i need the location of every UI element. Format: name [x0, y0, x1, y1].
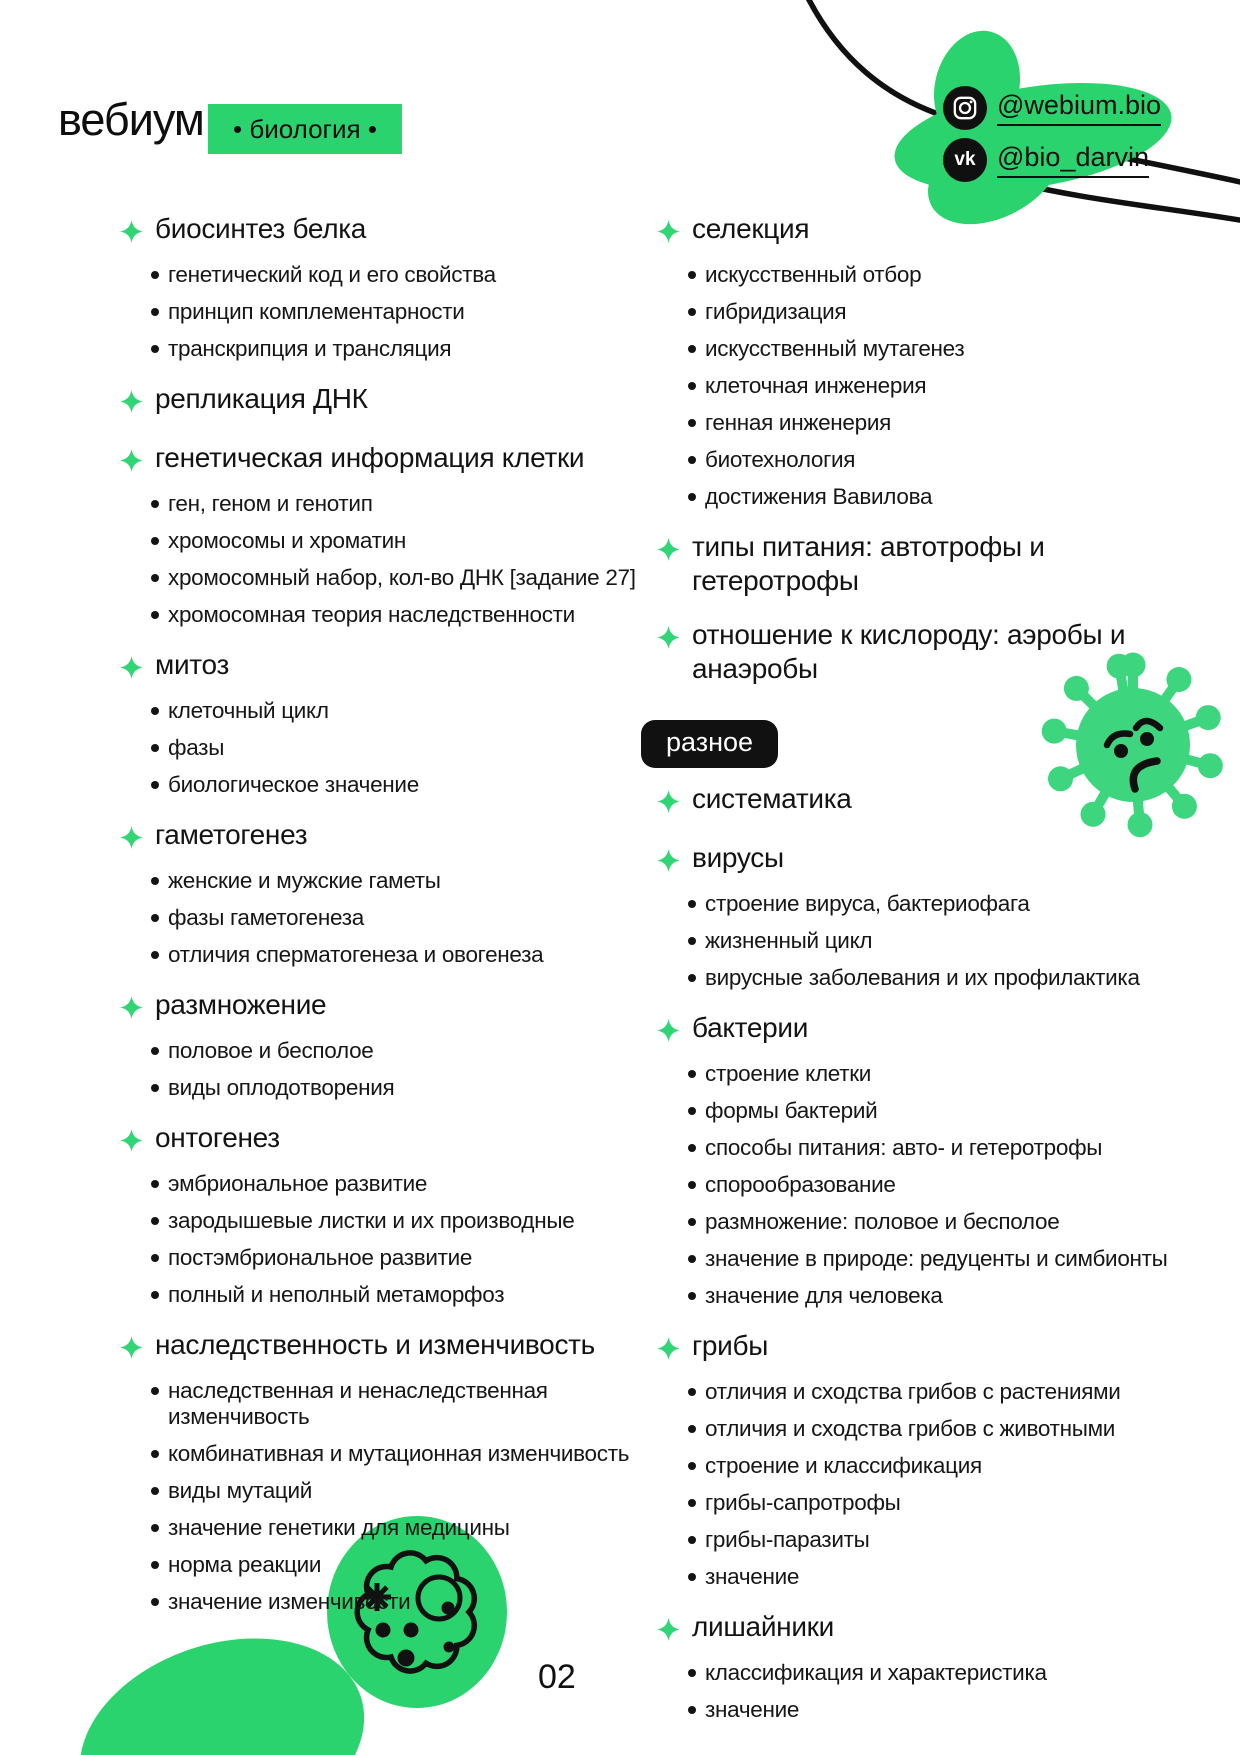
- topic-title: лишайники: [692, 1611, 834, 1642]
- bullet-dot-icon: [151, 1487, 159, 1495]
- topic-section: [100, 648, 645, 798]
- subtopic-item: [637, 1527, 1217, 1553]
- subtopic-item: [637, 965, 1217, 991]
- topic-title: митоз: [155, 649, 229, 680]
- topic-title: грибы: [692, 1330, 769, 1361]
- bullet-dot-icon: [151, 1084, 159, 1092]
- subtopic-label: значение: [705, 1564, 800, 1589]
- subtopic-item: [637, 336, 1217, 362]
- subtopic-item: [637, 262, 1217, 288]
- subtopic-label: постэмбриональное развитие: [168, 1245, 473, 1270]
- subtopic-item: [100, 1075, 645, 1101]
- topic-section: [100, 382, 645, 421]
- topic-title: размножение: [155, 989, 327, 1020]
- bullet-dot-icon: [151, 1524, 159, 1532]
- subtopic-label: жизненный цикл: [705, 928, 873, 953]
- bullet-dot-icon: [151, 1450, 159, 1458]
- subtopic-label: вирусные заболевания и их профилактика: [705, 965, 1140, 990]
- subtopic-label: гибридизация: [705, 299, 847, 324]
- bullet-dot-icon: [151, 574, 159, 582]
- sparkle-bullet-icon: [657, 1334, 680, 1368]
- bullet-dot-icon: [688, 937, 696, 945]
- subtopic-label: генетический код и его свойства: [168, 262, 496, 287]
- subtopic-item: [100, 1378, 645, 1430]
- subtopic-label: хромосомная теория наследственности: [168, 602, 575, 627]
- bullet-dot-icon: [688, 1425, 696, 1433]
- subtopic-item: [100, 1171, 645, 1197]
- sparkle-bullet-icon: [120, 387, 143, 421]
- subtopic-label: строение вируса, бактериофага: [705, 891, 1030, 916]
- subtopic-item: [100, 868, 645, 894]
- social-row-vk: [943, 138, 1149, 182]
- topic-section: [100, 988, 645, 1101]
- sparkle-bullet-icon: [657, 1016, 680, 1050]
- instagram-handle-link[interactable]: @webium.bio: [997, 90, 1161, 126]
- subtopic-label: женские и мужские гаметы: [168, 868, 441, 893]
- bullet-dot-icon: [151, 537, 159, 545]
- bullet-dot-icon: [688, 456, 696, 464]
- bullet-dot-icon: [151, 1291, 159, 1299]
- subtopic-label: размножение: половое и бесполое: [705, 1209, 1060, 1234]
- topic-heading: [637, 212, 1217, 251]
- topic-title: отношение к кислороду: аэробы и анаэробы: [692, 619, 1126, 684]
- brand-logo: вебиум: [58, 94, 204, 145]
- bullet-dot-icon: [151, 1217, 159, 1225]
- subtopic-label: значение для человека: [705, 1283, 943, 1308]
- subtopic-label: транскрипция и трансляция: [168, 336, 452, 361]
- bullet-dot-icon: [688, 1181, 696, 1189]
- subtopic-label: значение изменчивости: [168, 1589, 411, 1614]
- bullet-dot-icon: [688, 1107, 696, 1115]
- bullet-dot-icon: [151, 781, 159, 789]
- subtopic-item: [637, 1061, 1217, 1087]
- topic-section: [637, 1011, 1217, 1309]
- subtopic-label: отличия сперматогенеза и овогенеза: [168, 942, 544, 967]
- subtopic-label: клеточная инженерия: [705, 373, 927, 398]
- subtopic-item: [100, 1208, 645, 1234]
- subtopic-label: отличия и сходства грибов с животными: [705, 1416, 1116, 1441]
- subtopic-label: эмбриональное развитие: [168, 1171, 428, 1196]
- topic-title: вирусы: [692, 842, 784, 873]
- topic-section: [637, 841, 1217, 991]
- bullet-dot-icon: [688, 900, 696, 908]
- topic-heading: [100, 441, 645, 480]
- topic-title: онтогенез: [155, 1122, 280, 1153]
- subtopic-item: [637, 1172, 1217, 1198]
- subtopic-label: искусственный отбор: [705, 262, 922, 287]
- topic-section: [100, 1328, 645, 1615]
- subtopic-label: комбинативная и мутационная изменчивость: [168, 1441, 630, 1466]
- topic-section: [637, 212, 1217, 510]
- topic-section: [637, 618, 1217, 686]
- subtopic-label: биологическое значение: [168, 772, 419, 797]
- bullet-dot-icon: [688, 1388, 696, 1396]
- subtopic-label: клеточный цикл: [168, 698, 329, 723]
- subtopic-label: достижения Вавилова: [705, 484, 933, 509]
- bullet-dot-icon: [151, 877, 159, 885]
- bullet-dot-icon: [688, 1573, 696, 1581]
- subtopic-item: [100, 772, 645, 798]
- vk-icon: vk: [943, 138, 987, 182]
- subtopic-label: фазы гаметогенеза: [168, 905, 364, 930]
- subtopic-label: хромосомный набор, кол-во ДНК [задание 27]: [168, 565, 636, 590]
- bullet-dot-icon: [151, 611, 159, 619]
- bullet-dot-icon: [151, 1180, 159, 1188]
- bullet-dot-icon: [151, 707, 159, 715]
- bullet-dot-icon: [688, 345, 696, 353]
- sparkle-bullet-icon: [120, 823, 143, 857]
- topic-title: биосинтез белка: [155, 213, 367, 244]
- topic-heading: [637, 782, 1217, 821]
- subtopic-label: зародышевые листки и их производные: [168, 1208, 575, 1233]
- subtopic-item: [100, 491, 645, 517]
- subtopic-label: фазы: [168, 735, 225, 760]
- sparkle-bullet-icon: [657, 846, 680, 880]
- bullet-dot-icon: [151, 1387, 159, 1395]
- subtopic-item: [100, 1441, 645, 1467]
- subtopic-item: [637, 1379, 1217, 1405]
- subtopic-item: [637, 891, 1217, 917]
- subtopic-item: [637, 1697, 1217, 1723]
- right-column: [637, 212, 1217, 1723]
- subtopic-label: искусственный мутагенез: [705, 336, 965, 361]
- subtopic-label: ген, геном и генотип: [168, 491, 373, 516]
- subtopic-item: [637, 1564, 1217, 1590]
- subtopic-item: [100, 528, 645, 554]
- bullet-dot-icon: [151, 271, 159, 279]
- subtopic-label: виды мутаций: [168, 1478, 313, 1503]
- subtopic-item: [637, 373, 1217, 399]
- subtopic-label: половое и бесполое: [168, 1038, 374, 1063]
- bullet-dot-icon: [688, 1669, 696, 1677]
- subtopic-item: [100, 1478, 645, 1504]
- subtopic-label: значение в природе: редуценты и симбионты: [705, 1246, 1168, 1271]
- topic-heading: [637, 1329, 1217, 1368]
- topic-title: наследственность и изменчивость: [155, 1329, 595, 1360]
- sparkle-bullet-icon: [120, 446, 143, 480]
- topic-section: [637, 1329, 1217, 1590]
- subtopic-item: [637, 1098, 1217, 1124]
- subtopic-label: отличия и сходства грибов с растениями: [705, 1379, 1121, 1404]
- subtopic-item: [637, 928, 1217, 954]
- subtopic-item: [637, 410, 1217, 436]
- topic-title: репликация ДНК: [155, 383, 368, 414]
- bullet-dot-icon: [151, 744, 159, 752]
- bullet-dot-icon: [688, 1070, 696, 1078]
- bullet-dot-icon: [688, 271, 696, 279]
- topic-section: [100, 441, 645, 628]
- subtopic-item: [637, 1490, 1217, 1516]
- subtopic-label: классификация и характеристика: [705, 1660, 1047, 1685]
- topic-section: [637, 782, 1217, 821]
- subtopic-label: формы бактерий: [705, 1098, 878, 1123]
- subtopic-item: [100, 942, 645, 968]
- topic-heading: [100, 648, 645, 687]
- topic-title: систематика: [692, 783, 852, 814]
- topic-title: бактерии: [692, 1012, 809, 1043]
- subtopic-label: виды оплодотворения: [168, 1075, 395, 1100]
- subtopic-label: грибы-сапротрофы: [705, 1490, 901, 1515]
- sparkle-bullet-icon: [120, 1333, 143, 1367]
- topic-title: типы питания: автотрофы и гетеротрофы: [692, 531, 1045, 596]
- subtopic-item: [100, 565, 645, 591]
- subtopic-item: [100, 1245, 645, 1271]
- bullet-dot-icon: [688, 1255, 696, 1263]
- bullet-dot-icon: [688, 1462, 696, 1470]
- subtopic-item: [637, 447, 1217, 473]
- subtopic-item: [100, 336, 645, 362]
- subtopic-item: [637, 484, 1217, 510]
- topic-heading: [637, 530, 1217, 598]
- bullet-dot-icon: [688, 382, 696, 390]
- subtopic-label: значение: [705, 1697, 800, 1722]
- subtopic-item: [100, 262, 645, 288]
- bullet-dot-icon: [688, 493, 696, 501]
- subtopic-item: [100, 735, 645, 761]
- subtopic-item: [100, 698, 645, 724]
- sparkle-bullet-icon: [120, 217, 143, 251]
- sparkle-bullet-icon: [657, 1615, 680, 1649]
- misc-badge: разное: [641, 720, 778, 768]
- sparkle-bullet-icon: [657, 217, 680, 251]
- topic-heading: [100, 1121, 645, 1160]
- bullet-dot-icon: [151, 345, 159, 353]
- subtopic-item: [637, 1416, 1217, 1442]
- subtopic-label: наследственная и ненаследственная изменчивость: [168, 1378, 548, 1429]
- bullet-dot-icon: [151, 951, 159, 959]
- subtopic-label: хромосомы и хроматин: [168, 528, 407, 553]
- subtopic-item: [637, 1246, 1217, 1272]
- topic-section: [100, 818, 645, 968]
- subtopic-item: [637, 1283, 1217, 1309]
- topic-title: гаметогенез: [155, 819, 308, 850]
- subtopic-item: [637, 1660, 1217, 1686]
- topic-heading: [100, 818, 645, 857]
- sparkle-bullet-icon: [657, 535, 680, 569]
- topic-heading: [637, 841, 1217, 880]
- subtopic-item: [637, 299, 1217, 325]
- bullet-dot-icon: [151, 1598, 159, 1606]
- bullet-dot-icon: [688, 419, 696, 427]
- subtopic-item: [100, 1515, 645, 1541]
- topic-section: [100, 1121, 645, 1308]
- topic-title: селекция: [692, 213, 810, 244]
- topic-heading: [100, 212, 645, 251]
- subtopic-label: принцип комплементарности: [168, 299, 465, 324]
- subtopic-item: [100, 1589, 645, 1615]
- subtopic-label: спорообразование: [705, 1172, 896, 1197]
- topic-heading: [637, 618, 1217, 686]
- bullet-dot-icon: [688, 1218, 696, 1226]
- subtopic-label: биотехнология: [705, 447, 856, 472]
- topic-heading: [100, 1328, 645, 1367]
- instagram-icon: [943, 86, 987, 130]
- topic-heading: [637, 1610, 1217, 1649]
- bullet-dot-icon: [688, 308, 696, 316]
- bullet-dot-icon: [151, 308, 159, 316]
- topic-heading: [100, 382, 645, 421]
- bullet-dot-icon: [151, 1254, 159, 1262]
- bullet-dot-icon: [151, 1561, 159, 1569]
- bullet-dot-icon: [688, 1499, 696, 1507]
- subtopic-label: значение генетики для медицины: [168, 1515, 510, 1540]
- left-column: [100, 212, 645, 1615]
- topic-heading: [100, 988, 645, 1027]
- sparkle-bullet-icon: [120, 1126, 143, 1160]
- topic-title: генетическая информация клетки: [155, 442, 585, 473]
- bullet-dot-icon: [151, 500, 159, 508]
- subtopic-item: [100, 602, 645, 628]
- topic-heading: [637, 1011, 1217, 1050]
- subtopic-item: [100, 299, 645, 325]
- subtopic-item: [637, 1453, 1217, 1479]
- sparkle-bullet-icon: [657, 623, 680, 657]
- subtopic-label: грибы-паразиты: [705, 1527, 870, 1552]
- subtopic-label: норма реакции: [168, 1552, 322, 1577]
- subtopic-item: [637, 1135, 1217, 1161]
- subtopic-label: генная инженерия: [705, 410, 891, 435]
- topic-section: [100, 212, 645, 362]
- topic-section: [637, 530, 1217, 598]
- subtopic-label: полный и неполный метаморфоз: [168, 1282, 505, 1307]
- page-number: 02: [538, 1658, 576, 1696]
- vk-handle-link[interactable]: @bio_darvin: [997, 142, 1149, 178]
- bullet-dot-icon: [151, 914, 159, 922]
- subtopic-item: [637, 1209, 1217, 1235]
- bullet-dot-icon: [688, 1144, 696, 1152]
- subtopic-label: строение и классификация: [705, 1453, 982, 1478]
- bullet-dot-icon: [688, 974, 696, 982]
- social-row-instagram: [943, 86, 1161, 130]
- subtopic-item: [100, 1038, 645, 1064]
- subtopic-label: способы питания: авто- и гетеротрофы: [705, 1135, 1103, 1160]
- subtopic-item: [100, 1552, 645, 1578]
- subtopic-item: [100, 905, 645, 931]
- subtopic-label: строение клетки: [705, 1061, 872, 1086]
- bullet-dot-icon: [151, 1047, 159, 1055]
- bullet-dot-icon: [688, 1706, 696, 1714]
- subtopic-item: [100, 1282, 645, 1308]
- bullet-dot-icon: [688, 1536, 696, 1544]
- topic-section: [637, 1610, 1217, 1723]
- subject-badge: • биология •: [208, 104, 402, 154]
- sparkle-bullet-icon: [657, 787, 680, 821]
- bullet-dot-icon: [688, 1292, 696, 1300]
- sparkle-bullet-icon: [120, 993, 143, 1027]
- sparkle-bullet-icon: [120, 653, 143, 687]
